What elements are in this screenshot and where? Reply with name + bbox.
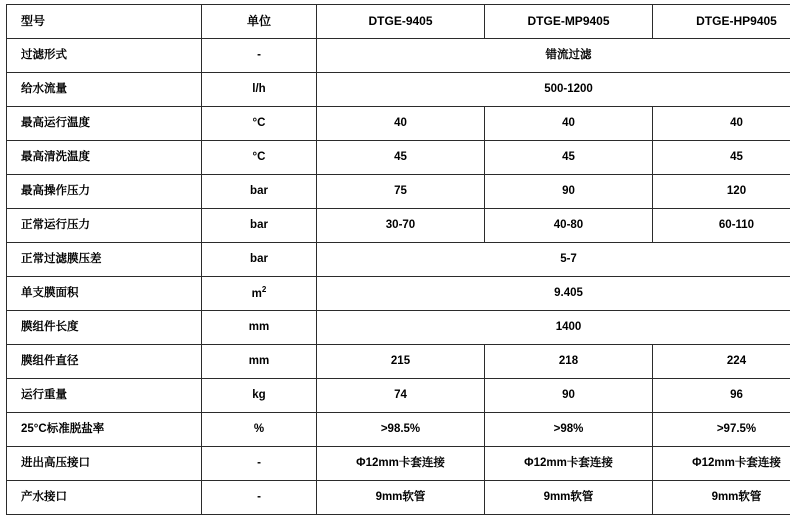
- row-value-1: 215: [317, 345, 485, 379]
- row-param: 膜组件长度: [7, 311, 202, 345]
- table-row: [7, 175, 790, 209]
- table-row: [7, 209, 790, 243]
- row-param: 单支膜面积: [7, 277, 202, 311]
- row-param: 运行重量: [7, 379, 202, 413]
- row-unit: bar: [202, 175, 317, 209]
- row-param: 膜组件直径: [7, 345, 202, 379]
- header-cell-param: 型号: [7, 5, 202, 39]
- row-param: 进出高压接口: [7, 447, 202, 481]
- specification-table: [6, 4, 790, 515]
- row-unit: %: [202, 413, 317, 447]
- row-value-2: 218: [485, 345, 653, 379]
- row-param: 过滤形式: [7, 39, 202, 73]
- row-value-3: Φ12mm卡套连接: [653, 447, 790, 481]
- row-value-merged: 9.405: [317, 277, 790, 311]
- row-value-3: 96: [653, 379, 790, 413]
- row-value-3: 40: [653, 107, 790, 141]
- row-value-1: Φ12mm卡套连接: [317, 447, 485, 481]
- table-row: [7, 447, 790, 481]
- row-unit: -: [202, 481, 317, 515]
- row-value-3: 120: [653, 175, 790, 209]
- row-value-3: 60-110: [653, 209, 790, 243]
- row-unit: -: [202, 39, 317, 73]
- row-unit: mm: [202, 311, 317, 345]
- row-param: 最高清洗温度: [7, 141, 202, 175]
- table-row: [7, 277, 790, 311]
- header-cell-model-2: DTGE-MP9405: [485, 5, 653, 39]
- row-value-merged: 5-7: [317, 243, 790, 277]
- table-row: [7, 39, 790, 73]
- row-param: 给水流量: [7, 73, 202, 107]
- header-cell-model-1: DTGE-9405: [317, 5, 485, 39]
- row-param: 25°C标准脱盐率: [7, 413, 202, 447]
- table-row: [7, 243, 790, 277]
- header-cell-unit: 单位: [202, 5, 317, 39]
- row-value-merged: 错流过滤: [317, 39, 790, 73]
- table-row: [7, 141, 790, 175]
- row-unit: mm: [202, 345, 317, 379]
- row-unit: -: [202, 447, 317, 481]
- row-param: 正常运行压力: [7, 209, 202, 243]
- row-unit: kg: [202, 379, 317, 413]
- row-value-1: 74: [317, 379, 485, 413]
- table-header-row: [7, 5, 790, 39]
- row-value-2: 90: [485, 175, 653, 209]
- row-value-3: 45: [653, 141, 790, 175]
- table-row: [7, 345, 790, 379]
- row-value-1: 45: [317, 141, 485, 175]
- table-row: [7, 413, 790, 447]
- row-param: 正常过滤膜压差: [7, 243, 202, 277]
- row-value-1: 9mm软管: [317, 481, 485, 515]
- row-unit: °C: [202, 107, 317, 141]
- row-value-3: >97.5%: [653, 413, 790, 447]
- row-value-2: Φ12mm卡套连接: [485, 447, 653, 481]
- row-value-1: >98.5%: [317, 413, 485, 447]
- row-value-3: 9mm软管: [653, 481, 790, 515]
- row-unit-text: m: [252, 288, 262, 300]
- row-unit: °C: [202, 141, 317, 175]
- table-row: [7, 379, 790, 413]
- row-value-2: 40-80: [485, 209, 653, 243]
- row-unit: bar: [202, 209, 317, 243]
- row-unit-superscript: 2: [262, 285, 266, 294]
- row-value-2: 9mm软管: [485, 481, 653, 515]
- row-value-2: 40: [485, 107, 653, 141]
- table-body: [7, 5, 790, 515]
- row-unit: l/h: [202, 73, 317, 107]
- row-value-2: 45: [485, 141, 653, 175]
- row-param: 最高运行温度: [7, 107, 202, 141]
- header-cell-model-3: DTGE-HP9405: [653, 5, 790, 39]
- row-value-merged: 500-1200: [317, 73, 790, 107]
- table-row: [7, 107, 790, 141]
- row-value-1: 40: [317, 107, 485, 141]
- row-param: 产水接口: [7, 481, 202, 515]
- row-value-1: 75: [317, 175, 485, 209]
- row-value-merged: 1400: [317, 311, 790, 345]
- table-row: [7, 311, 790, 345]
- row-value-2: >98%: [485, 413, 653, 447]
- row-unit: [202, 277, 317, 311]
- row-value-1: 30-70: [317, 209, 485, 243]
- row-param: 最高操作压力: [7, 175, 202, 209]
- table-row: [7, 481, 790, 515]
- table-row: [7, 73, 790, 107]
- row-unit: bar: [202, 243, 317, 277]
- row-value-3: 224: [653, 345, 790, 379]
- row-value-2: 90: [485, 379, 653, 413]
